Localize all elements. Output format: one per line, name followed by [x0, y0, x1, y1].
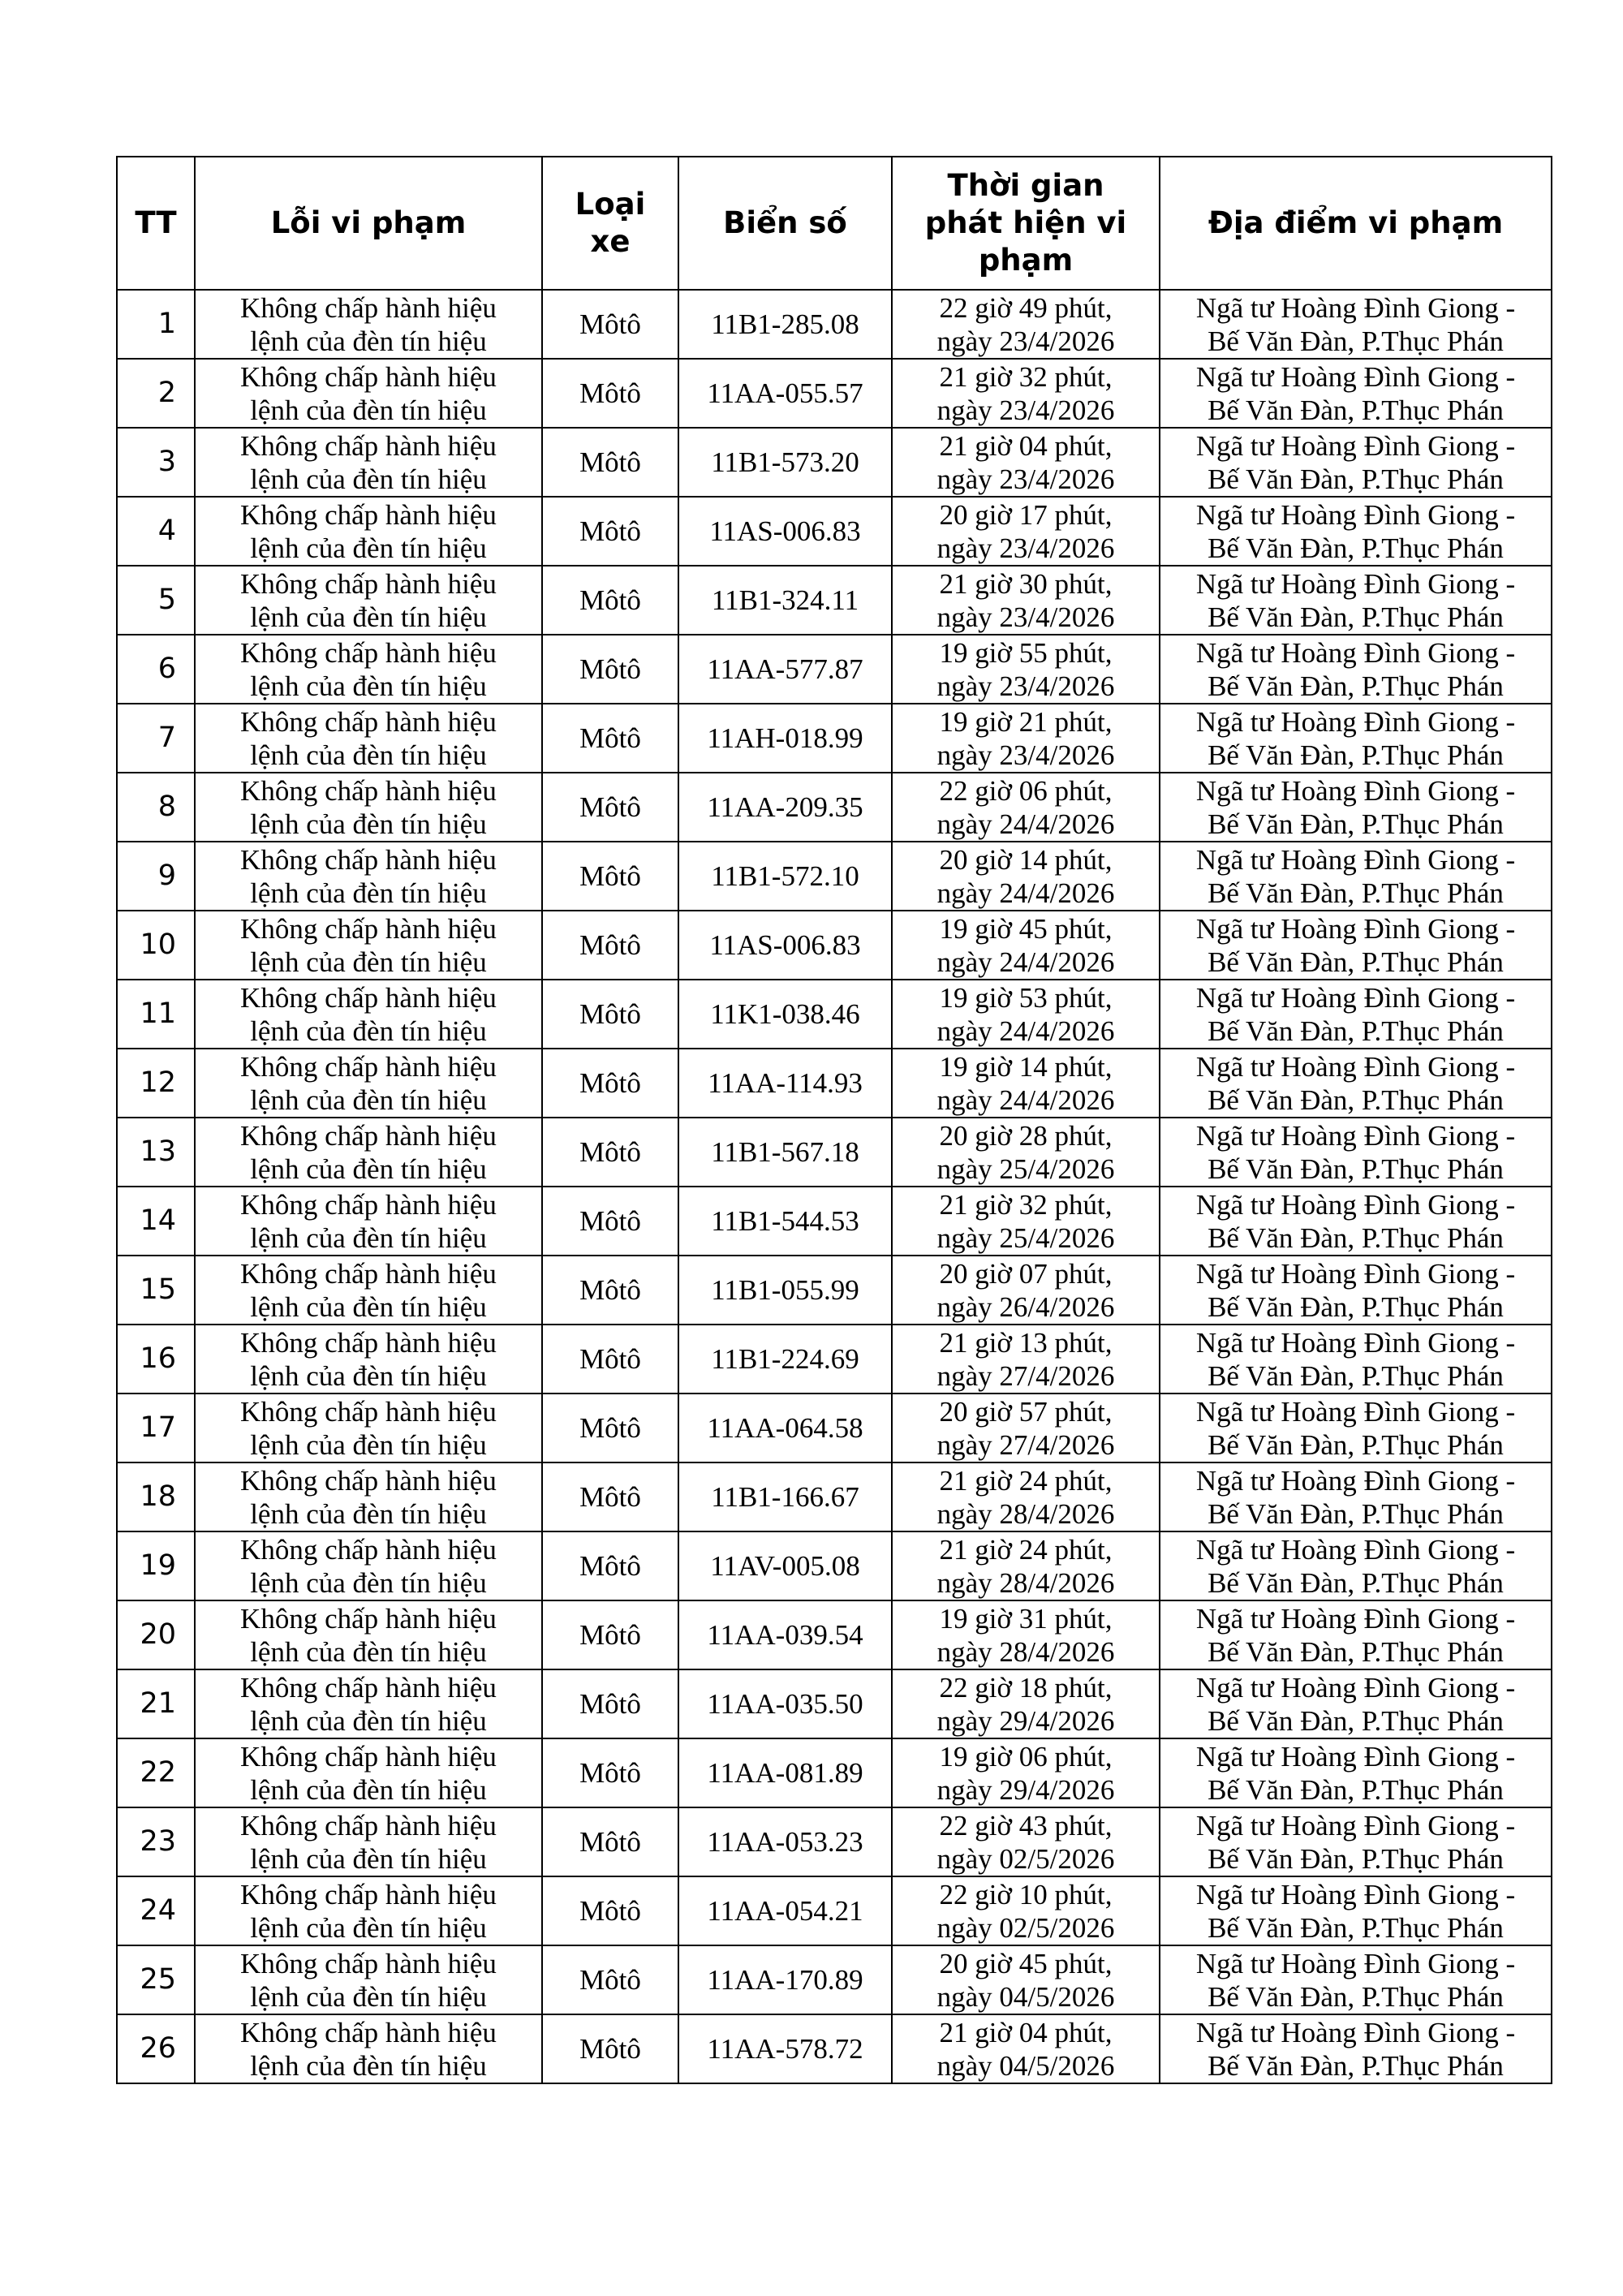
plate-cell: 11AA-055.57	[678, 359, 892, 428]
time-cell: 19 giờ 53 phút, ngày 24/4/2026	[892, 980, 1160, 1049]
time-cell: 21 giờ 04 phút, ngày 23/4/2026	[892, 428, 1160, 497]
vehicle-type-cell: Môtô	[542, 2014, 678, 2083]
violation-cell: Không chấp hành hiệu lệnh của đèn tín hiệu	[195, 911, 542, 980]
table-row	[117, 1669, 1552, 1738]
vehicle-type-cell: Môtô	[542, 773, 678, 842]
row-number: 6	[117, 635, 195, 704]
row-number: 18	[117, 1462, 195, 1531]
vehicle-type-cell: Môtô	[542, 1945, 678, 2014]
time-cell: 21 giờ 24 phút, ngày 28/4/2026	[892, 1462, 1160, 1531]
violation-cell: Không chấp hành hiệu lệnh của đèn tín hiệu	[195, 1807, 542, 1876]
location-cell: Ngã tư Hoàng Đình Giong - Bế Văn Đàn, P.Thục Phán	[1160, 290, 1552, 359]
vehicle-type-cell: Môtô	[542, 704, 678, 773]
plate-cell: 11AA-209.35	[678, 773, 892, 842]
location-cell: Ngã tư Hoàng Đình Giong - Bế Văn Đàn, P.Thục Phán	[1160, 1807, 1552, 1876]
plate-cell: 11B1-285.08	[678, 290, 892, 359]
plate-cell: 11B1-544.53	[678, 1187, 892, 1256]
plate-cell: 11B1-572.10	[678, 842, 892, 911]
location-cell: Ngã tư Hoàng Đình Giong - Bế Văn Đàn, P.Thục Phán	[1160, 1738, 1552, 1807]
violation-cell: Không chấp hành hiệu lệnh của đèn tín hiệu	[195, 1531, 542, 1600]
table-row	[117, 1394, 1552, 1462]
row-number: 21	[117, 1669, 195, 1738]
table-row	[117, 1118, 1552, 1187]
time-cell: 22 giờ 43 phút, ngày 02/5/2026	[892, 1807, 1160, 1876]
row-number: 16	[117, 1325, 195, 1394]
violation-cell: Không chấp hành hiệu lệnh của đèn tín hiệu	[195, 773, 542, 842]
location-cell: Ngã tư Hoàng Đình Giong - Bế Văn Đàn, P.Thục Phán	[1160, 635, 1552, 704]
table-row	[117, 1876, 1552, 1945]
violation-cell: Không chấp hành hiệu lệnh của đèn tín hiệu	[195, 842, 542, 911]
time-cell: 19 giờ 06 phút, ngày 29/4/2026	[892, 1738, 1160, 1807]
violation-cell: Không chấp hành hiệu lệnh của đèn tín hiệu	[195, 1462, 542, 1531]
time-cell: 21 giờ 24 phút, ngày 28/4/2026	[892, 1531, 1160, 1600]
location-cell: Ngã tư Hoàng Đình Giong - Bế Văn Đàn, P.Thục Phán	[1160, 911, 1552, 980]
time-cell: 21 giờ 04 phút, ngày 04/5/2026	[892, 2014, 1160, 2083]
violation-cell: Không chấp hành hiệu lệnh của đèn tín hiệu	[195, 566, 542, 635]
violation-cell: Không chấp hành hiệu lệnh của đèn tín hiệu	[195, 290, 542, 359]
header-location: Địa điểm vi phạm	[1160, 157, 1552, 290]
table-row	[117, 1531, 1552, 1600]
location-cell: Ngã tư Hoàng Đình Giong - Bế Văn Đàn, P.Thục Phán	[1160, 704, 1552, 773]
location-cell: Ngã tư Hoàng Đình Giong - Bế Văn Đàn, P.Thục Phán	[1160, 1394, 1552, 1462]
table-row	[117, 980, 1552, 1049]
header-violation: Lỗi vi phạm	[195, 157, 542, 290]
location-cell: Ngã tư Hoàng Đình Giong - Bế Văn Đàn, P.Thục Phán	[1160, 1187, 1552, 1256]
time-cell: 19 giờ 31 phút, ngày 28/4/2026	[892, 1600, 1160, 1669]
violation-cell: Không chấp hành hiệu lệnh của đèn tín hiệu	[195, 1256, 542, 1325]
violation-cell: Không chấp hành hiệu lệnh của đèn tín hiệu	[195, 1325, 542, 1394]
plate-cell: 11B1-166.67	[678, 1462, 892, 1531]
time-cell: 22 giờ 06 phút, ngày 24/4/2026	[892, 773, 1160, 842]
row-number: 15	[117, 1256, 195, 1325]
time-cell: 21 giờ 32 phút, ngày 25/4/2026	[892, 1187, 1160, 1256]
plate-cell: 11AV-005.08	[678, 1531, 892, 1600]
row-number: 12	[117, 1049, 195, 1118]
location-cell: Ngã tư Hoàng Đình Giong - Bế Văn Đàn, P.Thục Phán	[1160, 1600, 1552, 1669]
time-cell: 20 giờ 07 phút, ngày 26/4/2026	[892, 1256, 1160, 1325]
time-cell: 19 giờ 14 phút, ngày 24/4/2026	[892, 1049, 1160, 1118]
location-cell: Ngã tư Hoàng Đình Giong - Bế Văn Đàn, P.Thục Phán	[1160, 1325, 1552, 1394]
location-cell: Ngã tư Hoàng Đình Giong - Bế Văn Đàn, P.Thục Phán	[1160, 428, 1552, 497]
row-number: 22	[117, 1738, 195, 1807]
row-number: 4	[117, 497, 195, 566]
vehicle-type-cell: Môtô	[542, 1118, 678, 1187]
location-cell: Ngã tư Hoàng Đình Giong - Bế Văn Đàn, P.Thục Phán	[1160, 1945, 1552, 2014]
row-number: 24	[117, 1876, 195, 1945]
row-number: 23	[117, 1807, 195, 1876]
violation-cell: Không chấp hành hiệu lệnh của đèn tín hiệu	[195, 1669, 542, 1738]
time-cell: 20 giờ 57 phút, ngày 27/4/2026	[892, 1394, 1160, 1462]
time-cell: 22 giờ 10 phút, ngày 02/5/2026	[892, 1876, 1160, 1945]
plate-cell: 11B1-324.11	[678, 566, 892, 635]
plate-cell: 11AS-006.83	[678, 497, 892, 566]
row-number: 19	[117, 1531, 195, 1600]
plate-cell: 11AA-035.50	[678, 1669, 892, 1738]
location-cell: Ngã tư Hoàng Đình Giong - Bế Văn Đàn, P.Thục Phán	[1160, 1531, 1552, 1600]
violation-cell: Không chấp hành hiệu lệnh của đèn tín hiệu	[195, 2014, 542, 2083]
table-row	[117, 359, 1552, 428]
vehicle-type-cell: Môtô	[542, 497, 678, 566]
location-cell: Ngã tư Hoàng Đình Giong - Bế Văn Đàn, P.Thục Phán	[1160, 1462, 1552, 1531]
row-number: 26	[117, 2014, 195, 2083]
location-cell: Ngã tư Hoàng Đình Giong - Bế Văn Đàn, P.Thục Phán	[1160, 566, 1552, 635]
vehicle-type-cell: Môtô	[542, 1256, 678, 1325]
table-header	[117, 157, 1552, 290]
location-cell: Ngã tư Hoàng Đình Giong - Bế Văn Đàn, P.Thục Phán	[1160, 842, 1552, 911]
location-cell: Ngã tư Hoàng Đình Giong - Bế Văn Đàn, P.Thục Phán	[1160, 359, 1552, 428]
row-number: 7	[117, 704, 195, 773]
violation-cell: Không chấp hành hiệu lệnh của đèn tín hiệu	[195, 1600, 542, 1669]
row-number: 17	[117, 1394, 195, 1462]
location-cell: Ngã tư Hoàng Đình Giong - Bế Văn Đàn, P.Thục Phán	[1160, 1876, 1552, 1945]
location-cell: Ngã tư Hoàng Đình Giong - Bế Văn Đàn, P.Thục Phán	[1160, 773, 1552, 842]
violation-cell: Không chấp hành hiệu lệnh của đèn tín hiệu	[195, 1738, 542, 1807]
table-row	[117, 1187, 1552, 1256]
table-row	[117, 773, 1552, 842]
vehicle-type-cell: Môtô	[542, 842, 678, 911]
violation-cell: Không chấp hành hiệu lệnh của đèn tín hiệu	[195, 1049, 542, 1118]
vehicle-type-cell: Môtô	[542, 1876, 678, 1945]
header-row	[117, 157, 1552, 290]
table-row	[117, 1738, 1552, 1807]
table-row	[117, 1462, 1552, 1531]
header-plate: Biển số	[678, 157, 892, 290]
row-number: 8	[117, 773, 195, 842]
vehicle-type-cell: Môtô	[542, 911, 678, 980]
time-cell: 20 giờ 28 phút, ngày 25/4/2026	[892, 1118, 1160, 1187]
table-body	[117, 290, 1552, 2083]
violation-cell: Không chấp hành hiệu lệnh của đèn tín hiệu	[195, 704, 542, 773]
violation-cell: Không chấp hành hiệu lệnh của đèn tín hiệu	[195, 1945, 542, 2014]
vehicle-type-cell: Môtô	[542, 1462, 678, 1531]
row-number: 5	[117, 566, 195, 635]
vehicle-type-cell: Môtô	[542, 428, 678, 497]
time-cell: 20 giờ 45 phút, ngày 04/5/2026	[892, 1945, 1160, 2014]
location-cell: Ngã tư Hoàng Đình Giong - Bế Văn Đàn, P.Thục Phán	[1160, 2014, 1552, 2083]
plate-cell: 11AA-578.72	[678, 2014, 892, 2083]
table-row	[117, 428, 1552, 497]
vehicle-type-cell: Môtô	[542, 1807, 678, 1876]
vehicle-type-cell: Môtô	[542, 290, 678, 359]
time-cell: 22 giờ 18 phút, ngày 29/4/2026	[892, 1669, 1160, 1738]
location-cell: Ngã tư Hoàng Đình Giong - Bế Văn Đàn, P.Thục Phán	[1160, 980, 1552, 1049]
row-number: 3	[117, 428, 195, 497]
table-row	[117, 1945, 1552, 2014]
row-number: 11	[117, 980, 195, 1049]
plate-cell: 11B1-567.18	[678, 1118, 892, 1187]
table-row	[117, 1600, 1552, 1669]
header-vehicle-type: Loại xe	[542, 157, 678, 290]
plate-cell: 11B1-055.99	[678, 1256, 892, 1325]
plate-cell: 11B1-573.20	[678, 428, 892, 497]
plate-cell: 11K1-038.46	[678, 980, 892, 1049]
header-detected-time: Thời gian phát hiện vi phạm	[892, 157, 1160, 290]
table-row	[117, 497, 1552, 566]
violation-cell: Không chấp hành hiệu lệnh của đèn tín hiệu	[195, 635, 542, 704]
violation-cell: Không chấp hành hiệu lệnh của đèn tín hiệu	[195, 1876, 542, 1945]
violation-cell: Không chấp hành hiệu lệnh của đèn tín hiệu	[195, 1394, 542, 1462]
violation-cell: Không chấp hành hiệu lệnh của đèn tín hiệu	[195, 980, 542, 1049]
table-row	[117, 1256, 1552, 1325]
vehicle-type-cell: Môtô	[542, 1600, 678, 1669]
violation-cell: Không chấp hành hiệu lệnh của đèn tín hiệu	[195, 1118, 542, 1187]
table-row	[117, 704, 1552, 773]
table-row	[117, 1325, 1552, 1394]
row-number: 13	[117, 1118, 195, 1187]
vehicle-type-cell: Môtô	[542, 1669, 678, 1738]
plate-cell: 11B1-224.69	[678, 1325, 892, 1394]
plate-cell: 11AH-018.99	[678, 704, 892, 773]
table-row	[117, 2014, 1552, 2083]
row-number: 2	[117, 359, 195, 428]
time-cell: 19 giờ 55 phút, ngày 23/4/2026	[892, 635, 1160, 704]
table-row	[117, 635, 1552, 704]
plate-cell: 11AA-053.23	[678, 1807, 892, 1876]
plate-cell: 11AA-081.89	[678, 1738, 892, 1807]
vehicle-type-cell: Môtô	[542, 1531, 678, 1600]
vehicle-type-cell: Môtô	[542, 1738, 678, 1807]
time-cell: 22 giờ 49 phút, ngày 23/4/2026	[892, 290, 1160, 359]
time-cell: 19 giờ 21 phút, ngày 23/4/2026	[892, 704, 1160, 773]
vehicle-type-cell: Môtô	[542, 980, 678, 1049]
time-cell: 21 giờ 13 phút, ngày 27/4/2026	[892, 1325, 1160, 1394]
vehicle-type-cell: Môtô	[542, 1187, 678, 1256]
time-cell: 19 giờ 45 phút, ngày 24/4/2026	[892, 911, 1160, 980]
table-row	[117, 911, 1552, 980]
plate-cell: 11AA-577.87	[678, 635, 892, 704]
row-number: 25	[117, 1945, 195, 2014]
table-row	[117, 566, 1552, 635]
violation-cell: Không chấp hành hiệu lệnh của đèn tín hiệu	[195, 428, 542, 497]
row-number: 1	[117, 290, 195, 359]
location-cell: Ngã tư Hoàng Đình Giong - Bế Văn Đàn, P.Thục Phán	[1160, 1049, 1552, 1118]
violations-table	[116, 156, 1552, 2084]
plate-cell: 11AS-006.83	[678, 911, 892, 980]
row-number: 14	[117, 1187, 195, 1256]
location-cell: Ngã tư Hoàng Đình Giong - Bế Văn Đàn, P.Thục Phán	[1160, 1118, 1552, 1187]
table-row	[117, 290, 1552, 359]
plate-cell: 11AA-064.58	[678, 1394, 892, 1462]
time-cell: 21 giờ 30 phút, ngày 23/4/2026	[892, 566, 1160, 635]
vehicle-type-cell: Môtô	[542, 359, 678, 428]
violation-cell: Không chấp hành hiệu lệnh của đèn tín hiệu	[195, 359, 542, 428]
plate-cell: 11AA-114.93	[678, 1049, 892, 1118]
location-cell: Ngã tư Hoàng Đình Giong - Bế Văn Đàn, P.Thục Phán	[1160, 1256, 1552, 1325]
vehicle-type-cell: Môtô	[542, 1394, 678, 1462]
violation-cell: Không chấp hành hiệu lệnh của đèn tín hiệu	[195, 1187, 542, 1256]
vehicle-type-cell: Môtô	[542, 566, 678, 635]
row-number: 9	[117, 842, 195, 911]
vehicle-type-cell: Môtô	[542, 1325, 678, 1394]
table-row	[117, 842, 1552, 911]
table-row	[117, 1807, 1552, 1876]
header-tt: TT	[117, 157, 195, 290]
time-cell: 20 giờ 17 phút, ngày 23/4/2026	[892, 497, 1160, 566]
plate-cell: 11AA-054.21	[678, 1876, 892, 1945]
violation-cell: Không chấp hành hiệu lệnh của đèn tín hiệu	[195, 497, 542, 566]
time-cell: 21 giờ 32 phút, ngày 23/4/2026	[892, 359, 1160, 428]
table-row	[117, 1049, 1552, 1118]
time-cell: 20 giờ 14 phút, ngày 24/4/2026	[892, 842, 1160, 911]
vehicle-type-cell: Môtô	[542, 635, 678, 704]
vehicle-type-cell: Môtô	[542, 1049, 678, 1118]
location-cell: Ngã tư Hoàng Đình Giong - Bế Văn Đàn, P.Thục Phán	[1160, 1669, 1552, 1738]
plate-cell: 11AA-170.89	[678, 1945, 892, 2014]
row-number: 20	[117, 1600, 195, 1669]
location-cell: Ngã tư Hoàng Đình Giong - Bế Văn Đàn, P.Thục Phán	[1160, 497, 1552, 566]
plate-cell: 11AA-039.54	[678, 1600, 892, 1669]
row-number: 10	[117, 911, 195, 980]
